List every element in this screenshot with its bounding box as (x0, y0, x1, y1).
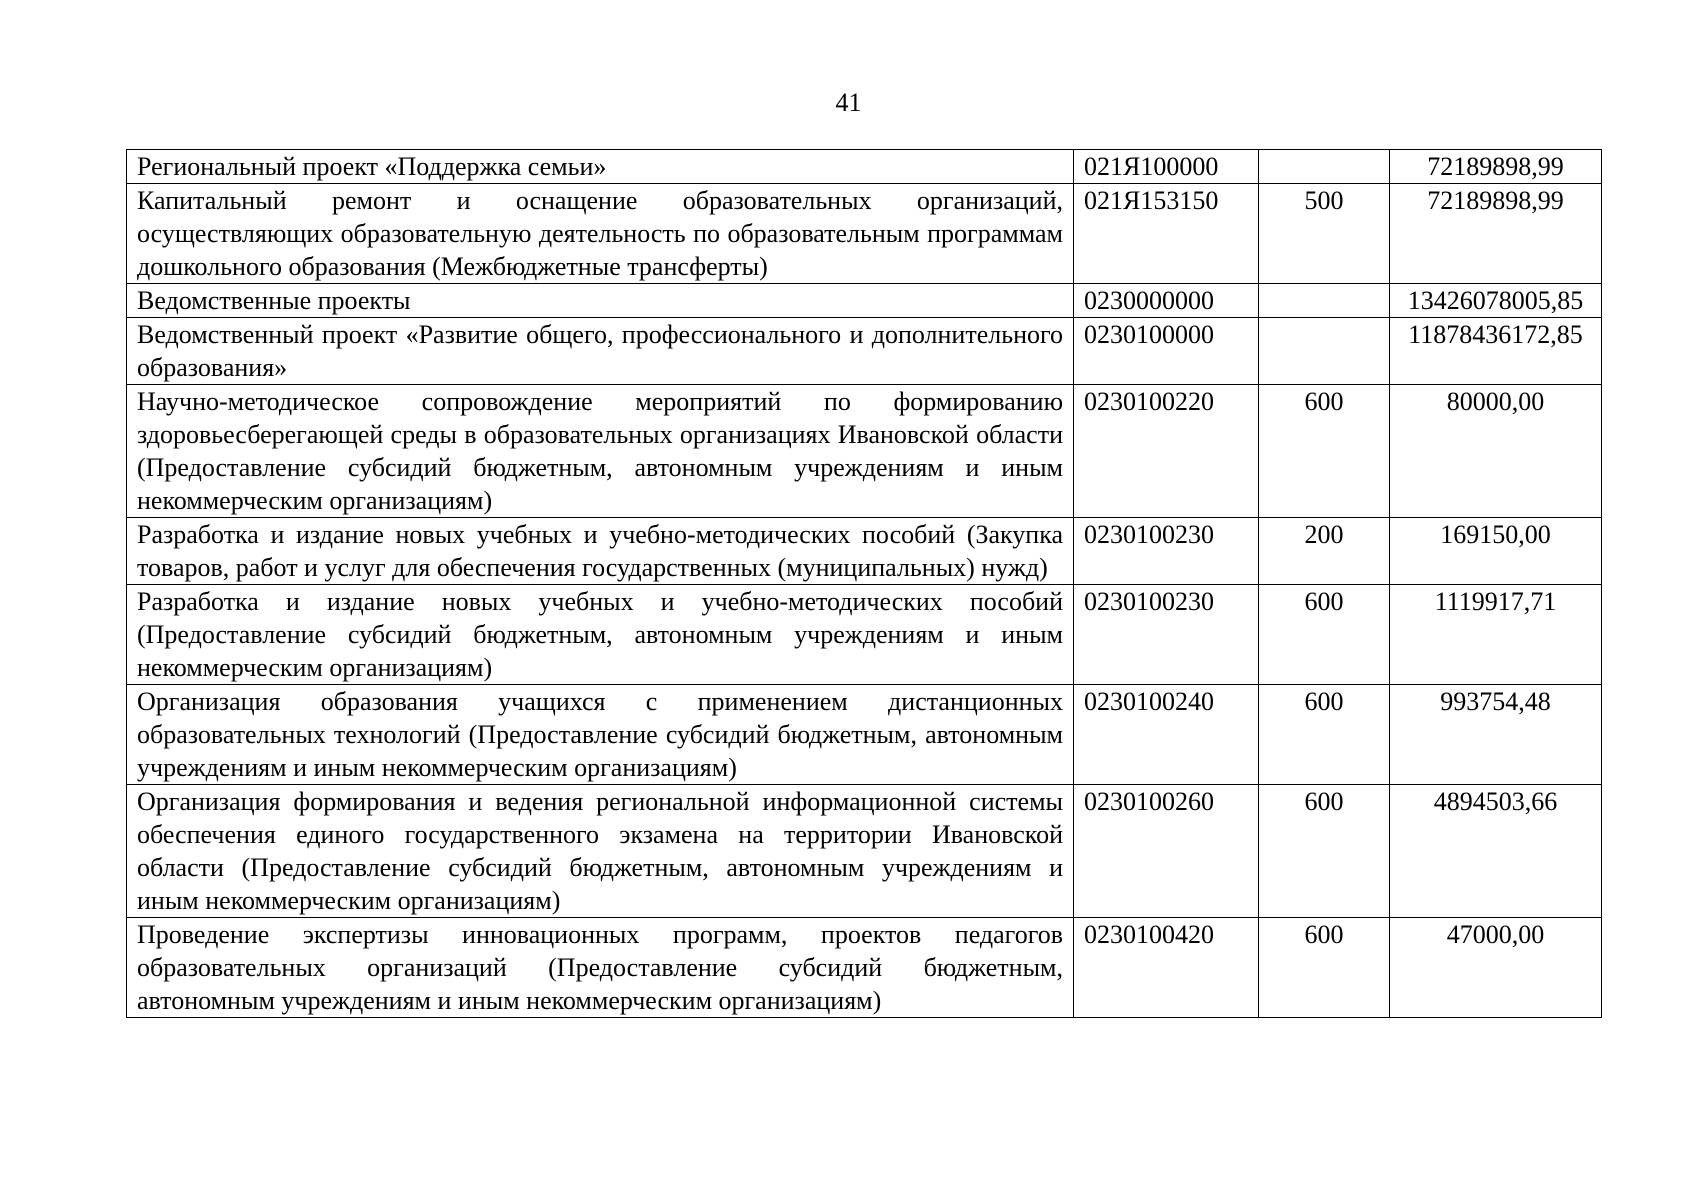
row-expense-type: 600 (1259, 918, 1390, 1018)
row-code: 0230100260 (1074, 785, 1259, 918)
row-expense-type (1259, 284, 1390, 318)
page-number: 41 (835, 88, 862, 117)
table-row (127, 585, 1602, 685)
table-row (127, 385, 1602, 518)
row-name: Капитальный ремонт и оснащение образовательных организаций, осуществляющих образовательную деятельность по образовательным программам дошкольного образования (Межбюджетные трансферты) (127, 184, 1074, 284)
row-amount: 72189898,99 (1390, 150, 1602, 184)
row-name: Ведомственный проект «Развитие общего, профессионального и дополнительного образования» (127, 318, 1074, 385)
table-row (127, 518, 1602, 585)
row-code: 0230100230 (1074, 518, 1259, 585)
row-expense-type: 600 (1259, 785, 1390, 918)
row-expense-type: 600 (1259, 385, 1390, 518)
row-expense-type: 500 (1259, 184, 1390, 284)
row-name: Организация формирования и ведения региональной информационной системы обеспечения единого государственного экзамена на территории Ивановской области (Предоставление субсидий бюджетным, автономным учреждениям и иным некоммерческим организациям) (127, 785, 1074, 918)
row-expense-type: 600 (1259, 685, 1390, 785)
row-code: 0230000000 (1074, 284, 1259, 318)
table-row (127, 918, 1602, 1018)
table-row (127, 685, 1602, 785)
table-row (127, 284, 1602, 318)
row-code: 0230100230 (1074, 585, 1259, 685)
row-amount: 993754,48 (1390, 685, 1602, 785)
row-code: 0230100220 (1074, 385, 1259, 518)
row-expense-type (1259, 318, 1390, 385)
row-code: 021Я100000 (1074, 150, 1259, 184)
row-code: 0230100240 (1074, 685, 1259, 785)
row-name: Научно-методическое сопровождение мероприятий по формированию здоровьесберегающей среды в образовательных организациях Ивановской области (Предоставление субсидий бюджетным, автономным учреждениям и иным некоммерческим организациям) (127, 385, 1074, 518)
row-code: 0230100420 (1074, 918, 1259, 1018)
row-amount: 72189898,99 (1390, 184, 1602, 284)
table-row (127, 184, 1602, 284)
row-amount: 1119917,71 (1390, 585, 1602, 685)
row-name: Разработка и издание новых учебных и учебно-методических пособий (Закупка товаров, работ и услуг для обеспечения государственных (муниципальных) нужд) (127, 518, 1074, 585)
row-name: Проведение экспертизы инновационных программ, проектов педагогов образовательных организаций (Предоставление субсидий бюджетным, автономным учреждениям и иным некоммерческим организациям) (127, 918, 1074, 1018)
row-name: Ведомственные проекты (127, 284, 1074, 318)
row-amount: 80000,00 (1390, 385, 1602, 518)
row-amount: 13426078005,85 (1390, 284, 1602, 318)
row-name: Региональный проект «Поддержка семьи» (127, 150, 1074, 184)
row-name: Разработка и издание новых учебных и учебно-методических пособий (Предоставление субсидий бюджетным, автономным учреждениям и иным некоммерческим организациям) (127, 585, 1074, 685)
row-amount: 4894503,66 (1390, 785, 1602, 918)
row-expense-type: 600 (1259, 585, 1390, 685)
row-expense-type (1259, 150, 1390, 184)
budget-table (126, 149, 1602, 1018)
row-amount: 169150,00 (1390, 518, 1602, 585)
table-row (127, 318, 1602, 385)
row-code: 0230100000 (1074, 318, 1259, 385)
row-code: 021Я153150 (1074, 184, 1259, 284)
row-amount: 11878436172,85 (1390, 318, 1602, 385)
row-name: Организация образования учащихся с применением дистанционных образовательных технологий (Предоставление субсидий бюджетным, автономным учреждениям и иным некоммерческим организациям) (127, 685, 1074, 785)
row-amount: 47000,00 (1390, 918, 1602, 1018)
row-expense-type: 200 (1259, 518, 1390, 585)
table-row (127, 785, 1602, 918)
table-row (127, 150, 1602, 184)
